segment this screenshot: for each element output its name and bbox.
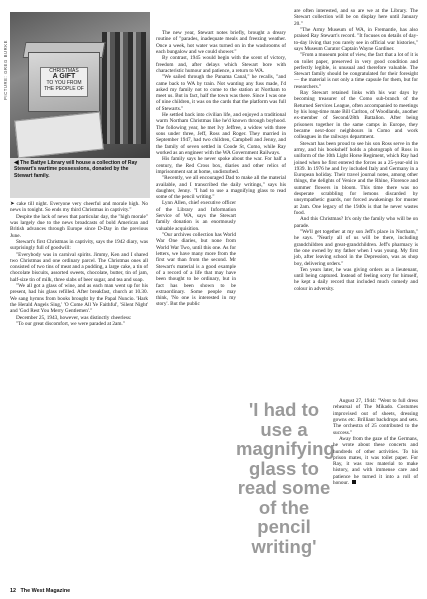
paragraph: The new year, Stewart notes briefly, brought a dreary routine of "parades, inadequate meals and freezing weather. Once a week, hot water was turned on in the washrooms of each bungalow and we could shower." <box>156 30 286 55</box>
end-mark-icon <box>352 480 356 484</box>
paragraph: Despite the lack of news that particular day, the "high morale" was largely due to the news broadcasts of bold American and British advances through Europe since D-Day in the previous June. <box>10 213 148 239</box>
paragraph: He settled back into civilian life, and enjoyed a traditional warm Northam Christmas like he'd known through boyhood. The following year, he met Ivy Jeffree, a widow with three sons under three, Jeff, Ross and Roger. They married in September 1947, had two children, Campbell and Jenny, and the family of seven settled in Coode St, Como, while Ray worked as an engineer with the WA Government Railways. <box>156 112 286 156</box>
paragraph: "We sailed through the Panama Canal," he recalls, "and came back to WA by train. Not wanting any fuss made, I'd asked my family not to come to the station at Northam to meet us. But in fact, half the town was there. Since I was one of nine children, it was on the cards that the platform was full of Stewarts." <box>156 74 286 112</box>
paragraph: "Recently, we all encouraged Dad to make all the material available, and I transcribed the daily writings," says his daughter, Jenny. "I had to use a magnifying glass to read some of the pencil writing." <box>156 175 286 201</box>
paragraph: ➤ cake till night. Everyone very cheerful and morale high. No news in tonight. So ends my third Christmas in captivity." <box>10 201 149 214</box>
arrow-right-icon: ➤ <box>10 201 15 207</box>
red-cross-box-photo <box>10 12 150 158</box>
page-number: 12 <box>10 588 16 594</box>
paragraph: His family says he never spoke about the war. For half a century, the Red Cross box, diaries and other relics of imprisonment sat at home, undisturbed. <box>156 156 286 175</box>
paragraph: December 25, 1943, however, was distinctly cheerless: <box>16 314 132 321</box>
caption-text: The Battye Library will house a collection of Ray Stewart's wartime possessions, donated by the Stewart family. <box>14 160 138 179</box>
paragraph: "The Army Museum of WA, in Fremantle, has also praised Ray Stewart's record. "It focuses on details of day-to-day living that you rarely see in official war histories," says Museum Curator Captain Wayne Gardiner. <box>294 26 418 52</box>
paragraph: Ten years later, he was giving orders as a lieutenant, until being captured. Instead of feeling sorry for himself, he kept a daily record that included much comedy and colour in adversity. <box>294 266 418 292</box>
paragraph: "Our archives collection has World War One diaries, but none from World War Two, until this one. As for letters, we have many more from the first war than from the second. Mr Stewart's material is a good example of a record of a life that may have been thought to be ordinary, but in fact has been shown to be extraordinary. Some people may think, 'No one is interested in my story'. But the public <box>156 232 236 308</box>
paragraph: "We all got a glass of wine, and as each man went up for his present, had his glass refilled. After breakfast, church at 10.30. We sang hymns from books brought by the Papal Nuncio. 'Hark the Herald Angels Sing,' 'O Come All Ye Faithful', 'Silent Night' and 'God Rest You Merry Gentlemen'." <box>10 283 148 315</box>
article-column-1 <box>10 201 148 327</box>
pull-quote: 'I had to use a magnifying glass to read some of the pencil writing' <box>236 399 335 557</box>
paragraph: "We'll get together at my son Jeff's place in Northam," he says. "Nearly all of us will be there, including grandchildren and great-grandchildren. Jeff's pharmacy is the one owned by my father when I was young. My first job, after leaving school in the Depression, was as shop boy, delivering orders." <box>294 228 418 267</box>
box-label <box>40 67 88 97</box>
bookshelf-graphic <box>102 32 146 144</box>
box-label-line: TO YOU FROM THE PEOPLE OF <box>44 80 84 92</box>
paragraph: "From a museum point of view, the fact that a lot of it is on toilet paper, preserved in very good condition and perfectly legible, is unusual and therefore valuable. The Stewart family should be congratulated for their foresight — the material is not only a time capsule for them, but for researchers." <box>294 52 418 90</box>
paragraph: Away from the gaze of the Germans, he wrote about these concerts and hundreds of other activities. To his prison mates, it was toilet paper. For Ray, it was raw material to make history, and with immense care and patience he turned it into a roll of honour. <box>333 435 418 487</box>
article-column-3 <box>294 8 418 292</box>
paragraph: "Everybody was in carnival spirits. Jimmy, Ken and I shared two Christmas and one ordinary parcel. The Christmas ones all consisted of two tins of meat and a pudding, a large cake, a tin of chocolate biscuits, assorted sweets, chocolate, butter, tin of jam, half-size tin of milk, three slabs of beer sugar, and tea and soap. <box>10 251 148 283</box>
paragraph: August 27, 1944: "Went to full dress rehearsal of The Mikado. Costumes improvised out of sheets, dressing gowns etc. Brilliant backdrops and sets. The orchestra of 25 contributed to the success." <box>333 398 418 436</box>
photo-credit: PICTURE: GREG BURKE <box>3 40 8 101</box>
arrow-left-icon: ◀ <box>14 160 19 166</box>
article-column-2 <box>156 30 286 308</box>
publication-name: The West Magazine <box>20 588 71 594</box>
diary-paper-graphic <box>14 112 104 158</box>
paragraph: Stewart's first Christmas in captivity, says the 1942 diary, was surprisingly full of goodwill: <box>10 238 148 252</box>
page-folio <box>10 588 73 594</box>
paragraph: By contrast, 1945 would begin with the scent of victory, freedom and, after delays which Stewart bore with characteristic humour and patience, a return to WA. <box>156 55 286 74</box>
paragraph: Ray Stewart retained links with his war days by becoming treasurer of the Como sub-branch of the Returned Services League, often accompanied to meetings by his long-time mate Bill Carlton, of Woodlands, another ex-member of Second/28th Battalion. After being prisoners together in the same camps in Europe, they became next-door neighbours in Como and work colleagues in the railways department. <box>294 90 418 141</box>
paragraph: Stewart has been proud to see his son Ross serve in the army, and his bookshelf holds a photograph of Ross in uniform of the 10th Light Horse Regiment, which Ray had joined when he first entered the forces as a 25-year-old in 1939. In 1976 he and Ivy included Italy and Germany in a European holiday. Their travel journal notes, among other things, the delights of Venice and the Rhine, Florence and summer flowers in bloom. This time there was no desperate scrabbling for lemons discarded by unsympathetic guards, nor forced awakenings for muster at 2am. One legacy of the 1940s is that he never wastes food. <box>294 140 418 216</box>
paragraph: "To our great discomfort, we were paraded at 2am." <box>16 320 125 327</box>
photo-caption <box>14 160 148 179</box>
box-label-big: A GIFT <box>52 73 76 80</box>
box-label-small: CHRISTMAS <box>49 68 79 74</box>
paragraph: are often interested, and so are we at the Library. The Stewart collection will be on display here until January 20." <box>294 8 418 27</box>
article-column-4 <box>333 398 418 486</box>
paragraph: And this Christmas? It's only the family who will be on parade. <box>294 216 418 229</box>
paragraph: Lynn Allen, chief executive officer of the Library and Information Service of WA, says the Stewart family donation is an enormously valuable acquisition. <box>156 200 236 232</box>
